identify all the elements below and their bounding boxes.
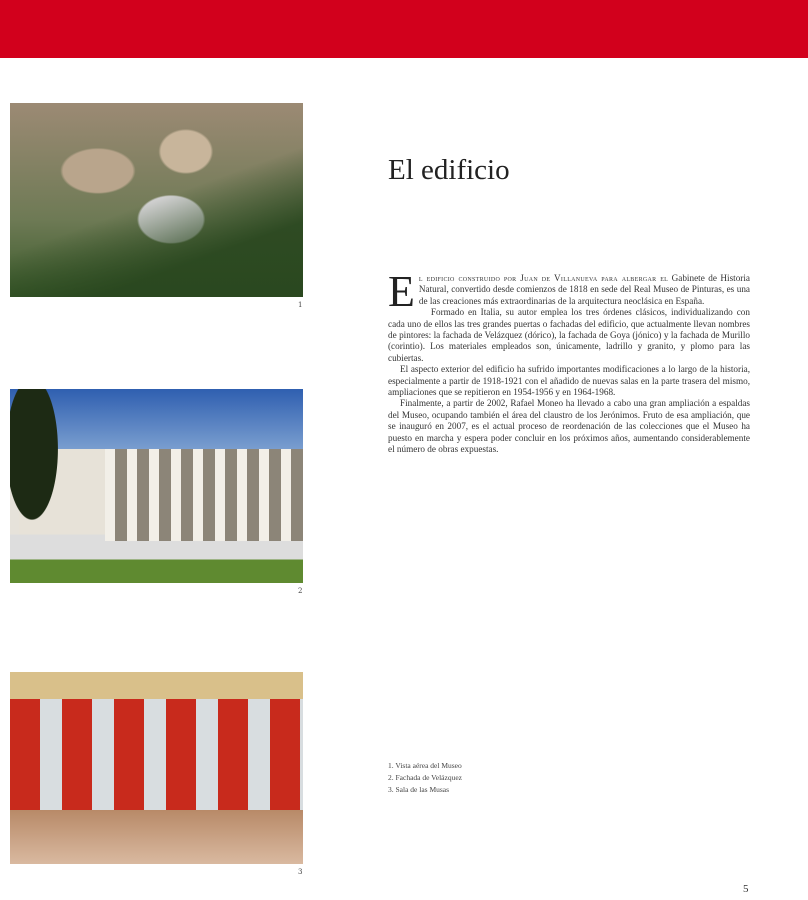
body-text <box>388 267 751 456</box>
photo-sala-musas <box>10 672 303 864</box>
caption: 2. Fachada de Velázquez <box>388 773 462 782</box>
photo-aerial-view <box>10 103 303 297</box>
captions <box>388 760 462 796</box>
paragraph-text: Gabinete de Historia Natural, convertido desde comienzos de 1818 en sede del Real Museo de Pinturas, es una de las creaciones más extraordinarias de la arquitectura neoclásica en España. <box>418 273 751 306</box>
photo-number: 2 <box>298 587 303 595</box>
tree <box>10 389 65 539</box>
header-band <box>0 0 808 58</box>
paragraph <box>388 267 751 316</box>
paragraph: Finalmente, a partir de 2002, Rafael Moneo ha llevado a cabo una gran ampliación a espaldas del Museo, ocupando también el área del claustro de los Jerónimos. Fruto de esa ampliación, que se inauguró en 2007, es el actual proceso de reordenación de las colecciones que el Museo ha puesto en marcha y espera poder concluir en los próximos años, aumentando considerablemente el número de obras expuestas. <box>388 398 750 455</box>
paragraph: El aspecto exterior del edificio ha sufrido importantes modificaciones a lo largo de la historia, especialmente a partir de 1918-1921 con el añadido de nuevas salas en la parte trasera del mismo, ampliaciones que se repitieron en 1954-1956 y en 1964-1968. <box>388 364 750 398</box>
colonnade <box>105 449 303 541</box>
lead-smallcaps: l edificio construido por Juan de Villanueva para albergar el <box>418 273 669 283</box>
page-title: El edificio <box>388 154 510 186</box>
caption: 1. Vista aérea del Museo <box>388 761 462 770</box>
photo-number: 3 <box>298 868 303 876</box>
page-number: 5 <box>743 883 749 895</box>
photo-velazquez-facade <box>10 389 303 583</box>
drop-cap: E <box>388 267 415 316</box>
paragraph: Formado en Italia, su autor emplea los tres órdenes clásicos, individualizando con cada uno de ellos las tres grandes puertas o fachadas del edificio, que actualmente llevan nombres de pintores: la fachada de Velázquez (dórico), la fachada de Goya (jónico) y la fachada de Murillo (corintio). Los materiales empleados son, únicamente, ladrillo y granito, y plomo para las cubiertas. <box>388 307 750 363</box>
caption: 3. Sala de las Musas <box>388 785 450 794</box>
photo-number: 1 <box>298 301 303 309</box>
